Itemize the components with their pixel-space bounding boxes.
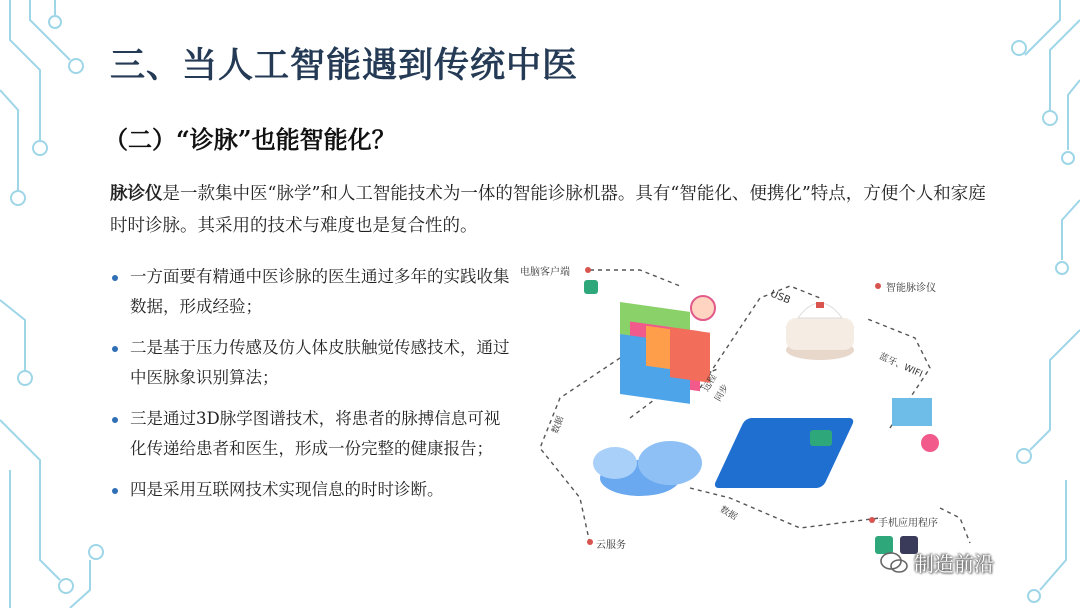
intro-term: 脉诊仪 bbox=[110, 184, 163, 204]
list-item: 四是采用互联网技术实现信息的时时诊断。 bbox=[112, 475, 512, 505]
section-subtitle: （二）“诊脉”也能智能化？ bbox=[104, 125, 396, 154]
connector-line bbox=[690, 488, 880, 528]
wechat-icon bbox=[880, 551, 908, 575]
bullet-icon bbox=[112, 275, 118, 281]
label-bt-wifi: 蓝牙、WIFI bbox=[877, 351, 924, 380]
label-device: 智能脉诊仪 bbox=[886, 283, 936, 294]
label-cloud: 云服务 bbox=[596, 540, 626, 551]
label-mobile-app: 手机应用程序 bbox=[878, 518, 938, 529]
bullet-icon bbox=[112, 346, 118, 352]
pc-app-icon bbox=[584, 280, 598, 294]
label-data-2: 数据 bbox=[717, 504, 739, 523]
label-pc-client: 电脑客户端 bbox=[520, 267, 570, 278]
pulse-diagnosis-diagram bbox=[520, 258, 990, 558]
connector-line bbox=[940, 508, 970, 543]
cloud-icon bbox=[593, 441, 702, 496]
bullet-list bbox=[112, 262, 512, 516]
label-remote: 远程 bbox=[701, 372, 720, 394]
watermark-text: 制造前沿 bbox=[914, 552, 994, 576]
list-item: 一方面要有精通中医诊脉的医生通过多年的实践收集数据，形成经验； bbox=[112, 262, 512, 322]
label-data-1: 数据 bbox=[550, 414, 567, 436]
connector-line bbox=[590, 270, 680, 286]
list-item: 二是基于压力传感及仿人体皮肤触觉传感技术，通过中医脉象识别算法； bbox=[112, 333, 512, 393]
page-title: 三、当人工智能遇到传统中医 bbox=[110, 45, 579, 86]
label-sync: 同步 bbox=[713, 382, 732, 404]
list-item: 三是通过3D脉学图谱技术，将患者的脉搏信息可视化传递给患者和医生，形成一份完整的健康报告； bbox=[112, 404, 512, 464]
mobile-app-icon bbox=[713, 398, 939, 488]
bullet-icon bbox=[112, 417, 118, 423]
pulse-device-icon bbox=[786, 302, 854, 360]
watermark bbox=[880, 548, 994, 577]
doctor-avatar-icon bbox=[691, 296, 715, 320]
diagram-illustration bbox=[520, 258, 990, 558]
intro-paragraph bbox=[110, 178, 990, 242]
label-usb: USB bbox=[768, 288, 792, 307]
bullet-icon bbox=[112, 488, 118, 494]
intro-text: 是一款集中医“脉学”和人工智能技术为一体的智能诊脉机器。具有“智能化、便携化”特点，方便个人和家庭时时诊脉。其采用的技术与难度也是复合性的。 bbox=[110, 184, 986, 236]
